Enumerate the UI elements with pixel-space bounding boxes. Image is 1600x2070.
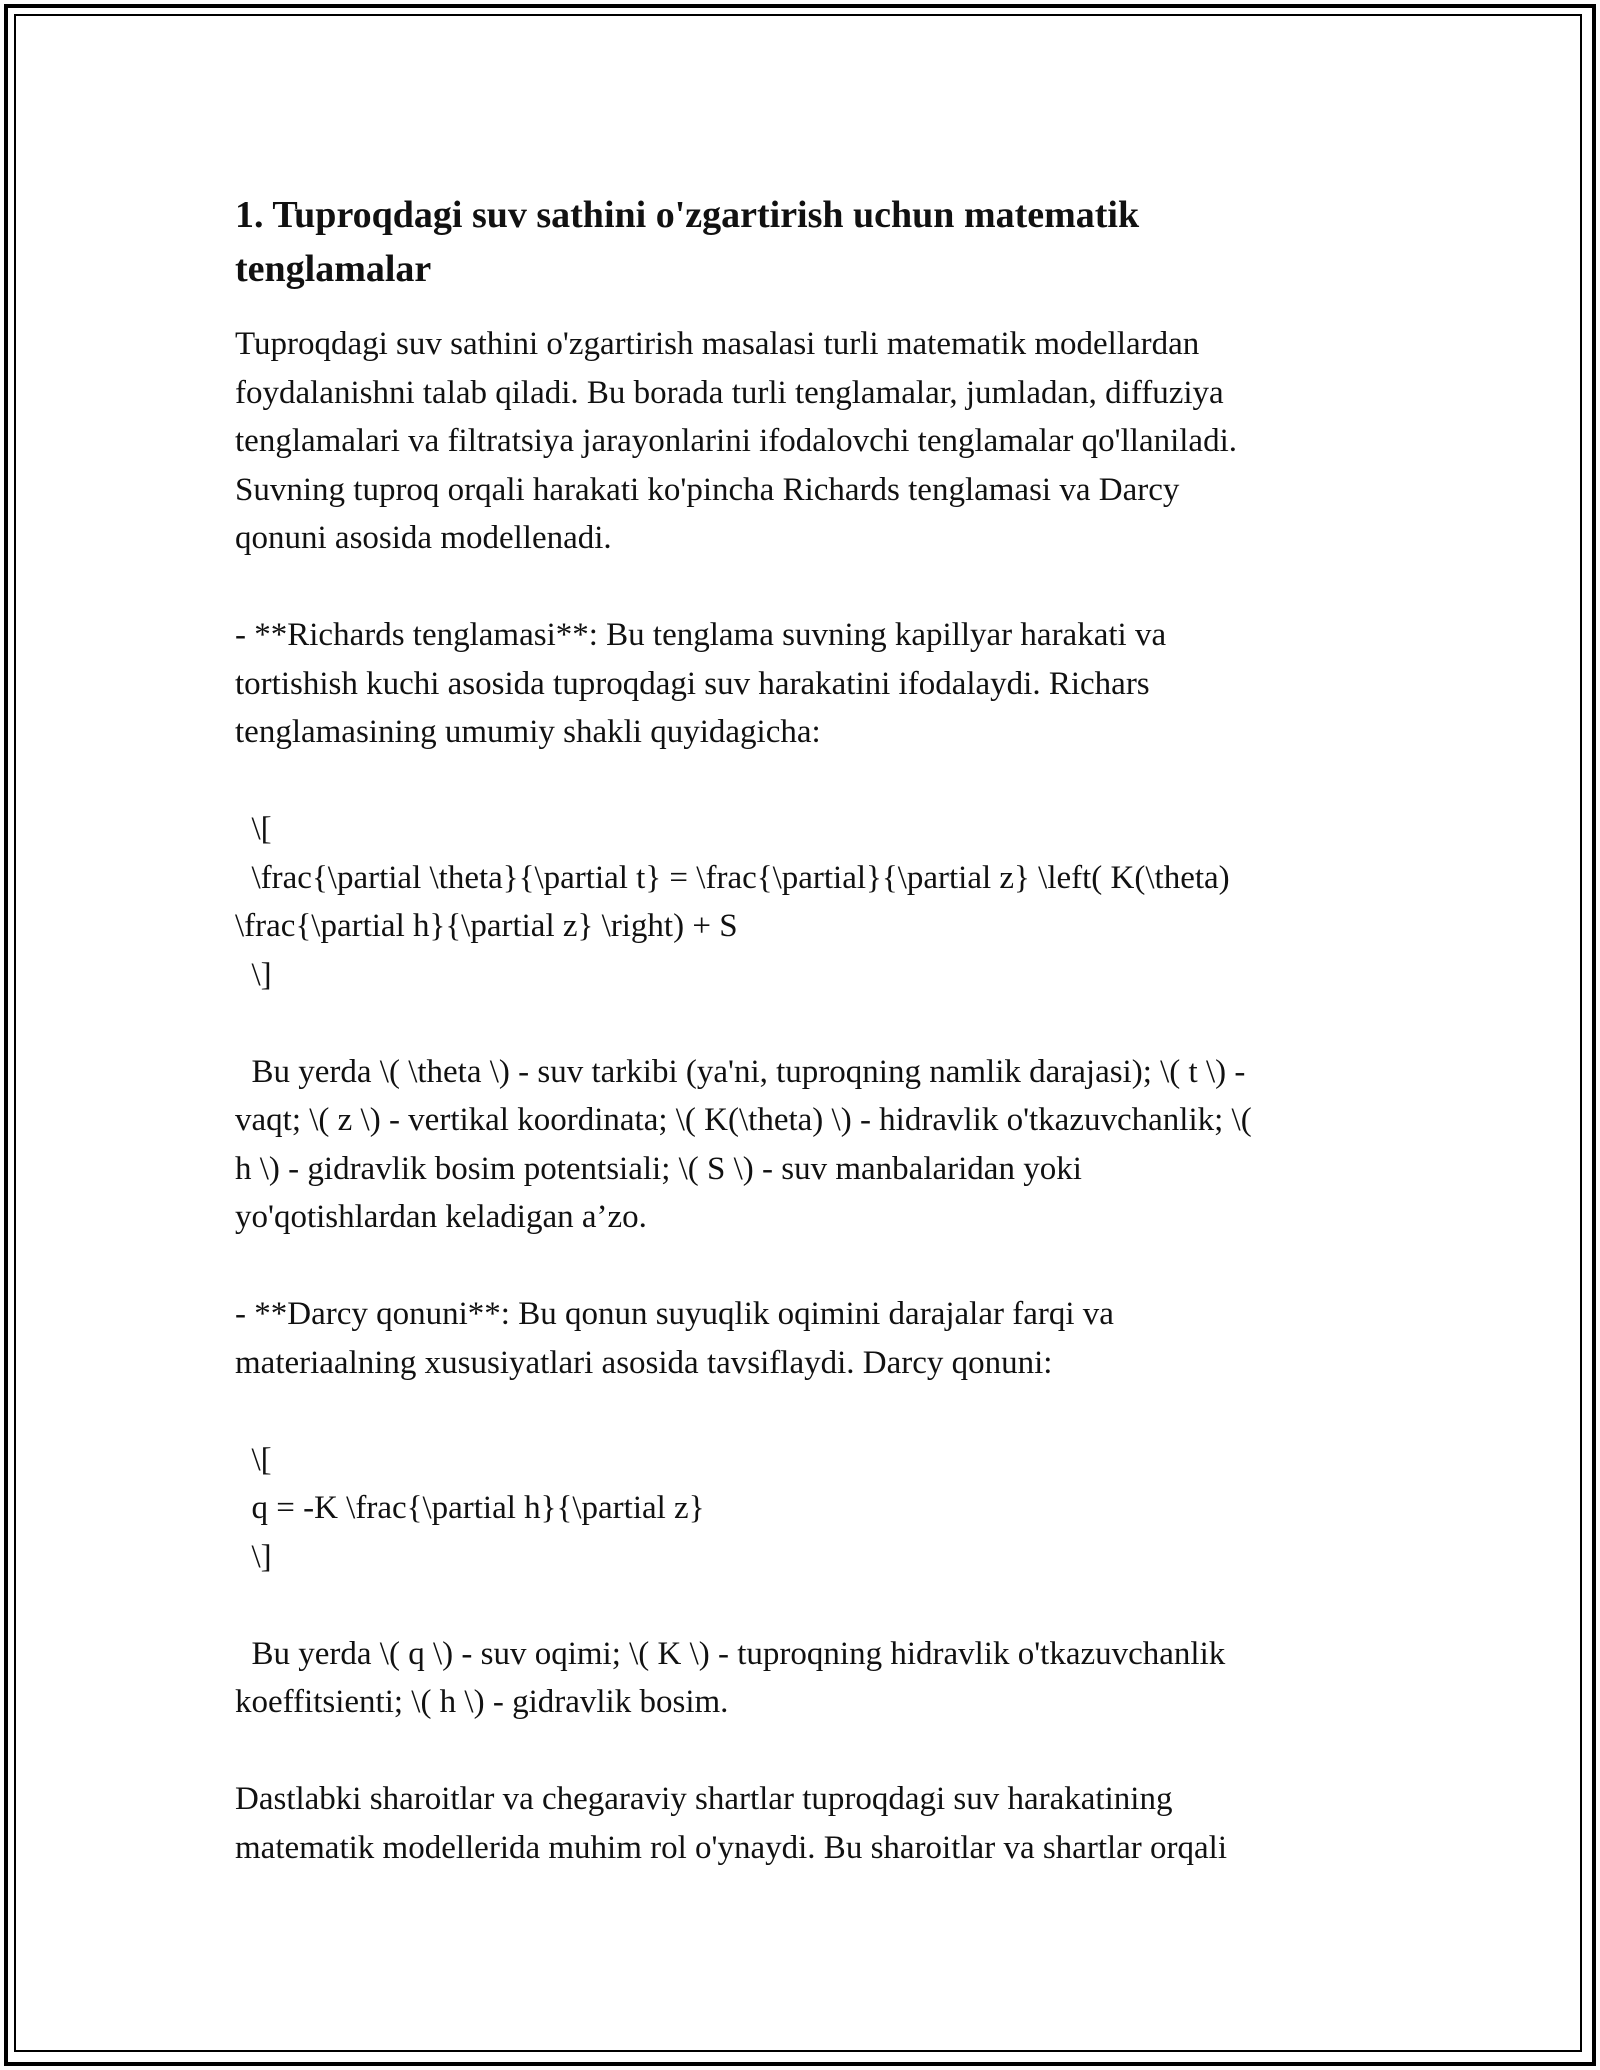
paragraph-gap xyxy=(235,999,1375,1048)
text-line: qonuni asosida modellenadi. xyxy=(235,520,612,556)
text-line: Dastlabki sharoitlar va chegaraviy shartlar tuproqdagi suv harakatining xyxy=(235,1781,1173,1817)
text-line: koeffitsienti; \( h \) - gidravlik bosim. xyxy=(235,1684,729,1720)
paragraph-darcy-explanation xyxy=(235,1630,1375,1727)
equation-darcy xyxy=(235,1436,1375,1582)
equation-line: \frac{\partial h}{\partial z} \right) + S xyxy=(235,908,738,944)
heading-line: 1. Tuproqdagi suv sathini o'zgartirish uchun matematik xyxy=(235,194,1140,236)
paragraph-gap xyxy=(235,1242,1375,1291)
text-line: tortishish kuchi asosida tuproqdagi suv harakatini ifodalaydi. Richars xyxy=(235,665,1150,702)
paragraph-conditions xyxy=(235,1775,1375,1872)
text-line: vaqt; \( z \) - vertikal koordinata; \( K(\theta) \) - hidravlik o'tkazuvchanlik; \( xyxy=(235,1102,1252,1138)
equation-line: q = -K \frac{\partial h}{\partial z} xyxy=(235,1490,705,1526)
text-line: Bu yerda \( \theta \) - suv tarkibi (ya'ni, tuproqning namlik darajasi); \( t \) - xyxy=(235,1053,1246,1090)
equation-line: \[ xyxy=(235,811,272,847)
paragraph-intro xyxy=(235,320,1375,563)
text-line: Bu yerda \( q \) - suv oqimi; \( K \) - tuproqning hidravlik o'tkazuvchanlik xyxy=(235,1635,1226,1672)
text-line: tenglamalari va filtratsiya jarayonlarini ifodalovchi tenglamalar qo'llaniladi. xyxy=(235,423,1237,459)
text-line: - **Darcy qonuni**: Bu qonun suyuqlik oqimini darajalar farqi va xyxy=(235,1296,1114,1332)
text-line: yo'qotishlardan keladigan a’zo. xyxy=(235,1199,647,1235)
text-line: - **Richards tenglamasi**: Bu tenglama suvning kapillyar harakati va xyxy=(235,617,1167,653)
paragraph-richards xyxy=(235,611,1375,757)
paragraph-gap xyxy=(235,1727,1375,1776)
equation-line: \[ xyxy=(235,1441,272,1478)
equation-line: \frac{\partial \theta}{\partial t} = \frac{\partial}{\partial z} \left( K(\theta) xyxy=(235,859,1230,896)
text-line: materiaalning xususiyatlari asosida tavsiflaydi. Darcy qonuni: xyxy=(235,1344,1053,1381)
equation-richards xyxy=(235,805,1375,999)
paragraph-gap xyxy=(235,1387,1375,1436)
text-line: Suvning tuproq orqali harakati ko'pincha Richards tenglamasi va Darcy xyxy=(235,471,1180,508)
section-heading xyxy=(235,188,1375,296)
document-page xyxy=(235,188,1375,1872)
text-line: tenglamasining umumiy shakli quyidagicha: xyxy=(235,714,821,750)
text-line: matematik modellerida muhim rol o'ynaydi. Bu sharoitlar va shartlar orqali xyxy=(235,1829,1228,1866)
paragraph-gap xyxy=(235,563,1375,612)
text-line: foydalanishni talab qiladi. Bu borada turli tenglamalar, jumladan, diffuziya xyxy=(235,374,1224,411)
equation-line: \] xyxy=(235,1538,272,1575)
equation-line: \] xyxy=(235,956,272,993)
text-line: h \) - gidravlik bosim potentsiali; \( S \) - suv manbalaridan yoki xyxy=(235,1150,1082,1187)
body-text xyxy=(235,320,1375,1872)
paragraph-darcy xyxy=(235,1290,1375,1387)
heading-line: tenglamalar xyxy=(235,248,432,290)
paragraph-gap xyxy=(235,1581,1375,1630)
text-line: Tuproqdagi suv sathini o'zgartirish masalasi turli matematik modellardan xyxy=(235,326,1200,362)
paragraph-richards-explanation xyxy=(235,1048,1375,1242)
paragraph-gap xyxy=(235,757,1375,806)
